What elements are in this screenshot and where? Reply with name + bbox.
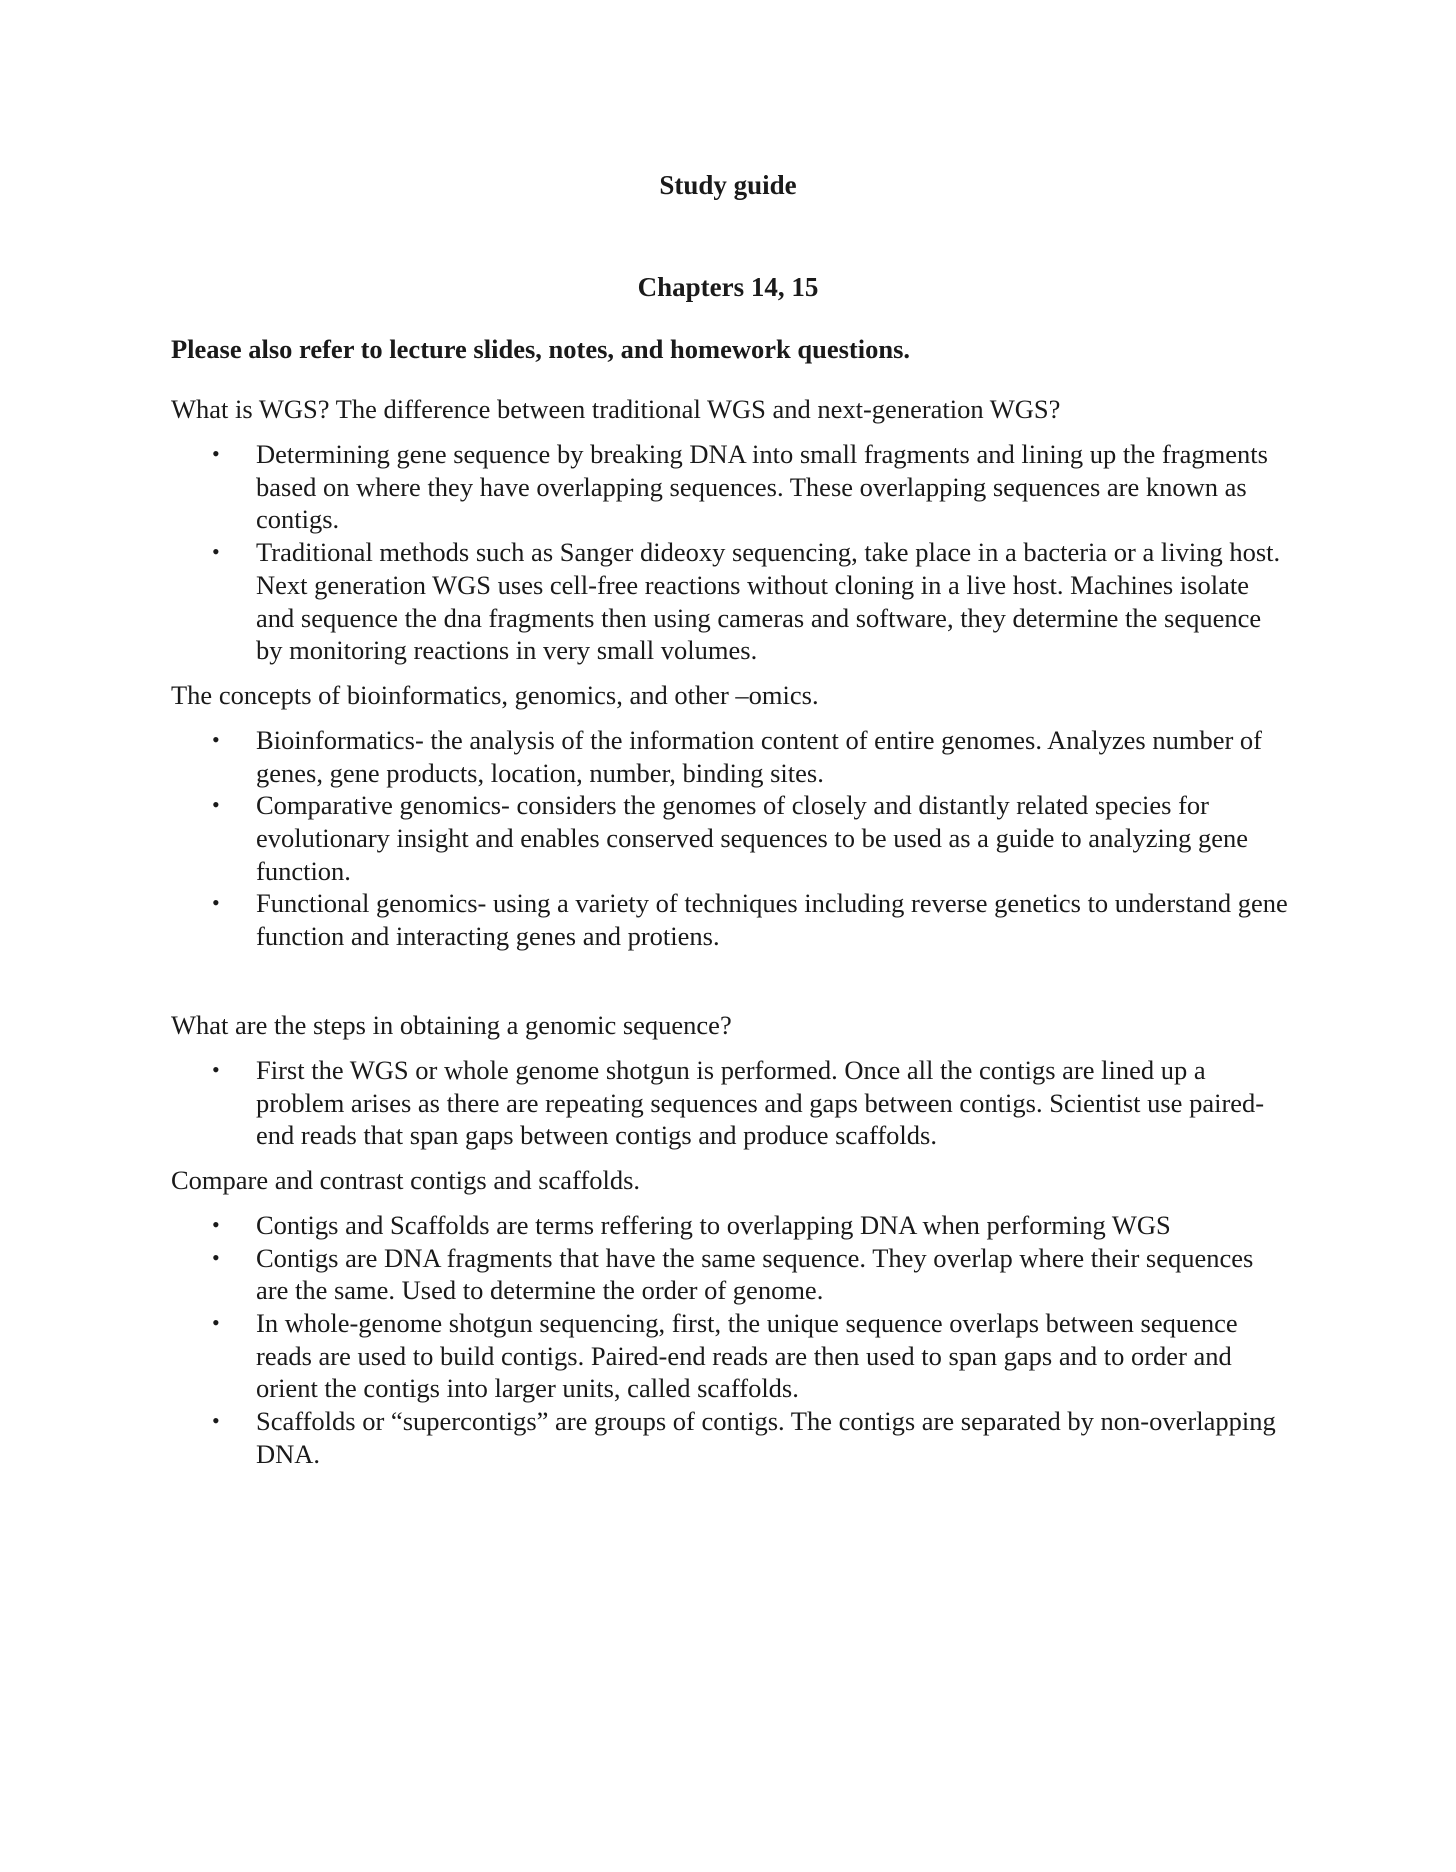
bullet-list-genomic-steps <box>171 1054 1291 1152</box>
bullet-icon: • <box>212 726 220 752</box>
list-item <box>171 887 1291 952</box>
list-item <box>171 1209 1291 1242</box>
list-item-text: In whole-genome shotgun sequencing, first, the unique sequence overlaps between sequence reads are used to build contigs. Paired-end reads are then used to span gaps and to order and orient the contigs into larger units, called scaffolds. <box>256 1308 1238 1404</box>
bullet-icon: • <box>212 441 220 466</box>
document-body <box>171 393 1291 1483</box>
bullet-list-bioinformatics <box>171 724 1291 953</box>
question-bioinformatics: The concepts of bioinformatics, genomics, and other –omics. <box>171 679 819 710</box>
bullet-icon: • <box>212 1056 220 1082</box>
list-item <box>171 1242 1291 1307</box>
list-item-text: Bioinformatics- the analysis of the information content of entire genomes. Analyzes number of genes, gene products, location, number, binding sites. <box>256 724 1262 788</box>
document-title: Study guide <box>659 170 797 200</box>
list-item-text: Contigs and Scaffolds are terms reffering to overlapping DNA when performing WGS <box>256 1209 1171 1240</box>
list-item <box>171 1405 1291 1470</box>
question-contigs-scaffolds: Compare and contrast contigs and scaffolds. <box>171 1164 641 1195</box>
question-genomic-steps: What are the steps in obtaining a genomic sequence? <box>171 1009 732 1040</box>
list-item <box>171 1307 1291 1405</box>
bullet-icon: • <box>212 1244 220 1270</box>
reference-note: Please also refer to lecture slides, notes, and homework questions. <box>171 334 911 364</box>
list-item-text: Functional genomics- using a variety of techniques including reverse genetics to understand gene function and interacting genes and protiens. <box>256 888 1288 952</box>
list-item-text: Scaffolds or “supercontigs” are groups of contigs. The contigs are separated by non-overlapping DNA. <box>256 1406 1276 1469</box>
list-item-text: Determining gene sequence by breaking DNA into small fragments and lining up the fragments based on where they have overlapping sequences. These overlapping sequences are known as contigs. <box>256 439 1268 535</box>
bullet-icon: • <box>212 1310 220 1336</box>
bullet-icon: • <box>212 890 220 916</box>
question-wgs: What is WGS? The difference between traditional WGS and next-generation WGS? <box>171 394 1061 424</box>
document-chapters: Chapters 14, 15 <box>637 272 819 302</box>
bullet-icon: • <box>212 1211 220 1237</box>
list-item <box>171 789 1291 887</box>
bullet-icon: • <box>212 792 220 818</box>
list-item-text: Comparative genomics- considers the genomes of closely and distantly related species for evolutionary insight and enables conserved sequences to be used as a guide to analyzing gene function. <box>256 790 1248 886</box>
bullet-icon: • <box>212 1408 220 1434</box>
list-item <box>171 1054 1291 1152</box>
bullet-icon: • <box>212 539 220 565</box>
list-item-text: Contigs are DNA fragments that have the same sequence. They overlap where their sequences are the same. Used to determine the order of genome. <box>256 1242 1254 1306</box>
bullet-list-wgs <box>171 438 1291 667</box>
list-item-text: Traditional methods such as Sanger dideoxy sequencing, take place in a bacteria or a living host. Next generation WGS uses cell-free reactions without cloning in a live host. Machines isolate and sequence the dna fragments then using cameras and software, they determine the sequence by monitoring reactions in very small volumes. <box>256 537 1281 666</box>
bullet-list-contigs-scaffolds <box>171 1209 1291 1471</box>
list-item <box>171 724 1291 789</box>
list-item <box>171 438 1291 536</box>
list-item <box>171 536 1291 667</box>
list-item-text: First the WGS or whole genome shotgun is performed. Once all the contigs are lined up a problem arises as there are repeating sequences and gaps between contigs. Scientist use paired-end reads that span gaps between contigs and produce scaffolds. <box>256 1054 1265 1151</box>
section-spacer <box>171 965 1291 1009</box>
